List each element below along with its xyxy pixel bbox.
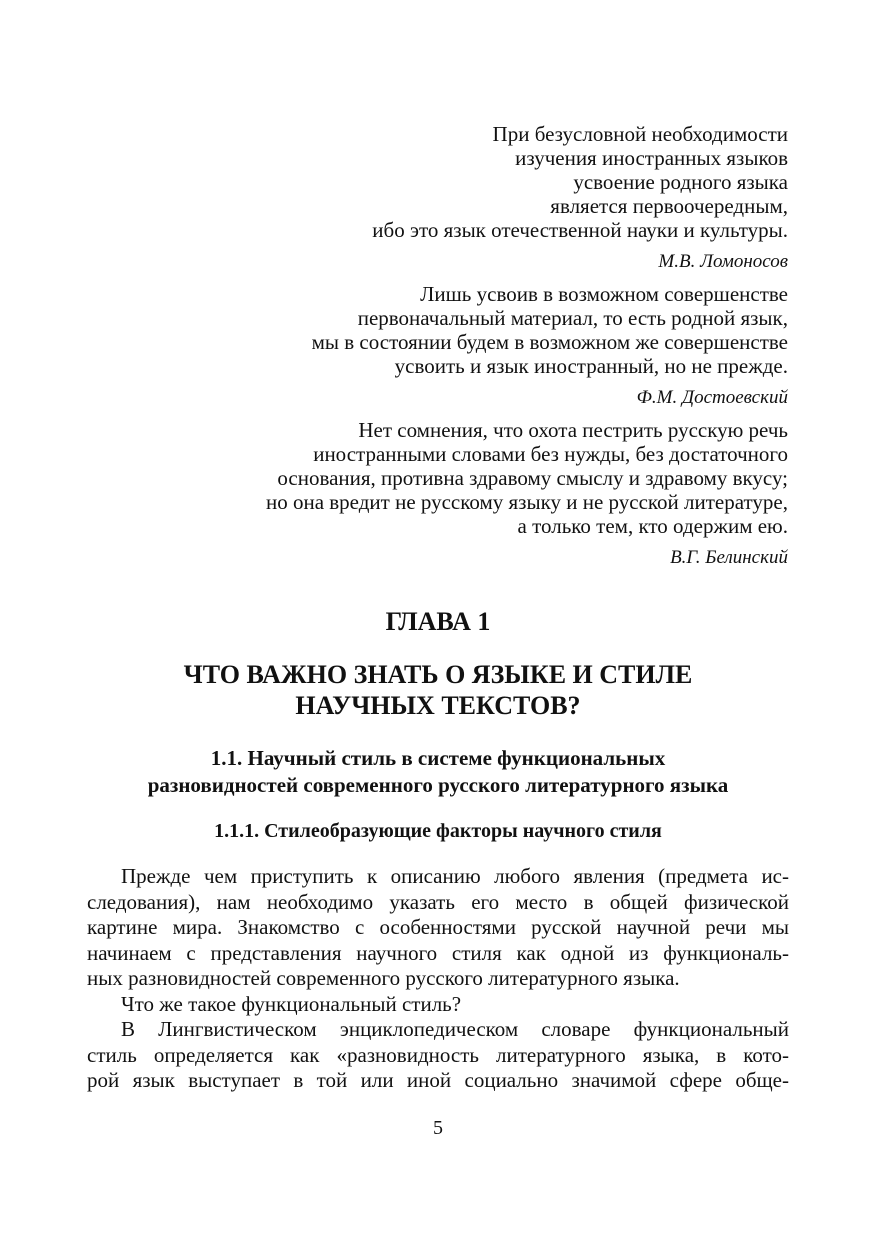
epigraph-line: Нет сомнения, что охота пестрить русскую речь <box>358 418 788 442</box>
epigraph-line: усвоить и язык иностранный, но не прежде. <box>394 354 788 378</box>
epigraph-line: При безусловной необходимости <box>492 122 788 146</box>
epigraph-dostoevsky <box>150 282 788 410</box>
section-heading-line: разновидностей современного русского литературного языка <box>147 773 729 797</box>
body-line: следования), нам необходимо указать его место в общей физической <box>87 889 789 914</box>
body-line: ных разновидностей современного русского литературного языка. <box>87 966 680 990</box>
body-text <box>87 864 789 1094</box>
epigraph-author: В.Г. Белинский <box>670 547 788 568</box>
subsection-heading: 1.1.1. Стилеобразующие факторы научного стиля <box>214 820 662 842</box>
page-number: 5 <box>433 1117 443 1139</box>
epigraph-line: является первоочередным, <box>550 194 788 218</box>
body-line: стиль определяется как «разновидность литературного языка, в кото- <box>87 1042 789 1067</box>
epigraph-line: Лишь усвоив в возможном совершенстве <box>420 282 788 306</box>
epigraph-line: ибо это язык отечественной науки и культуры. <box>372 218 788 242</box>
body-line: Прежде чем приступить к описанию любого явления (предмета ис- <box>121 864 789 888</box>
chapter-label: ГЛАВА 1 <box>385 607 491 636</box>
chapter-title <box>0 659 876 721</box>
epigraph-line: но она вредит не русскому языку и не русской литературе, <box>265 490 788 514</box>
epigraph-line: изучения иностранных языков <box>515 146 788 170</box>
epigraph-author: Ф.М. Достоевский <box>636 387 788 408</box>
chapter-title-line: НАУЧНЫХ ТЕКСТОВ? <box>295 691 581 720</box>
epigraph-line: иностранными словами без нужды, без достаточного <box>313 442 788 466</box>
section-heading-line: 1.1. Научный стиль в системе функциональных <box>210 746 666 770</box>
epigraph-author: М.В. Ломоносов <box>658 251 788 272</box>
epigraph-line: основания, противна здравому смыслу и здравому вкусу; <box>277 466 788 490</box>
epigraphs <box>150 122 788 578</box>
epigraph-belinsky <box>150 418 788 570</box>
body-line: Что же такое функциональный стиль? <box>121 991 462 1016</box>
chapter-title-line: ЧТО ВАЖНО ЗНАТЬ О ЯЗЫКЕ И СТИЛЕ <box>183 660 693 689</box>
section-heading <box>0 745 876 799</box>
body-line: начинаем с представления научного стиля как одной из функциональ- <box>87 940 789 965</box>
epigraph-line: а только тем, кто одержим ею. <box>517 514 788 538</box>
epigraph-line: усвоение родного языка <box>573 170 788 194</box>
body-line: картине мира. Знакомство с особенностями русской научной речи мы <box>87 915 789 939</box>
epigraph-lomonosov <box>150 122 788 274</box>
body-line: рой язык выступает в той или иной социально значимой сфере обще- <box>87 1068 789 1092</box>
body-line: В Лингвистическом энциклопедическом словаре функциональный <box>121 1017 789 1041</box>
epigraph-line: первоначальный материал, то есть родной язык, <box>357 306 788 330</box>
epigraph-line: мы в состоянии будем в возможном же совершенстве <box>311 330 788 354</box>
